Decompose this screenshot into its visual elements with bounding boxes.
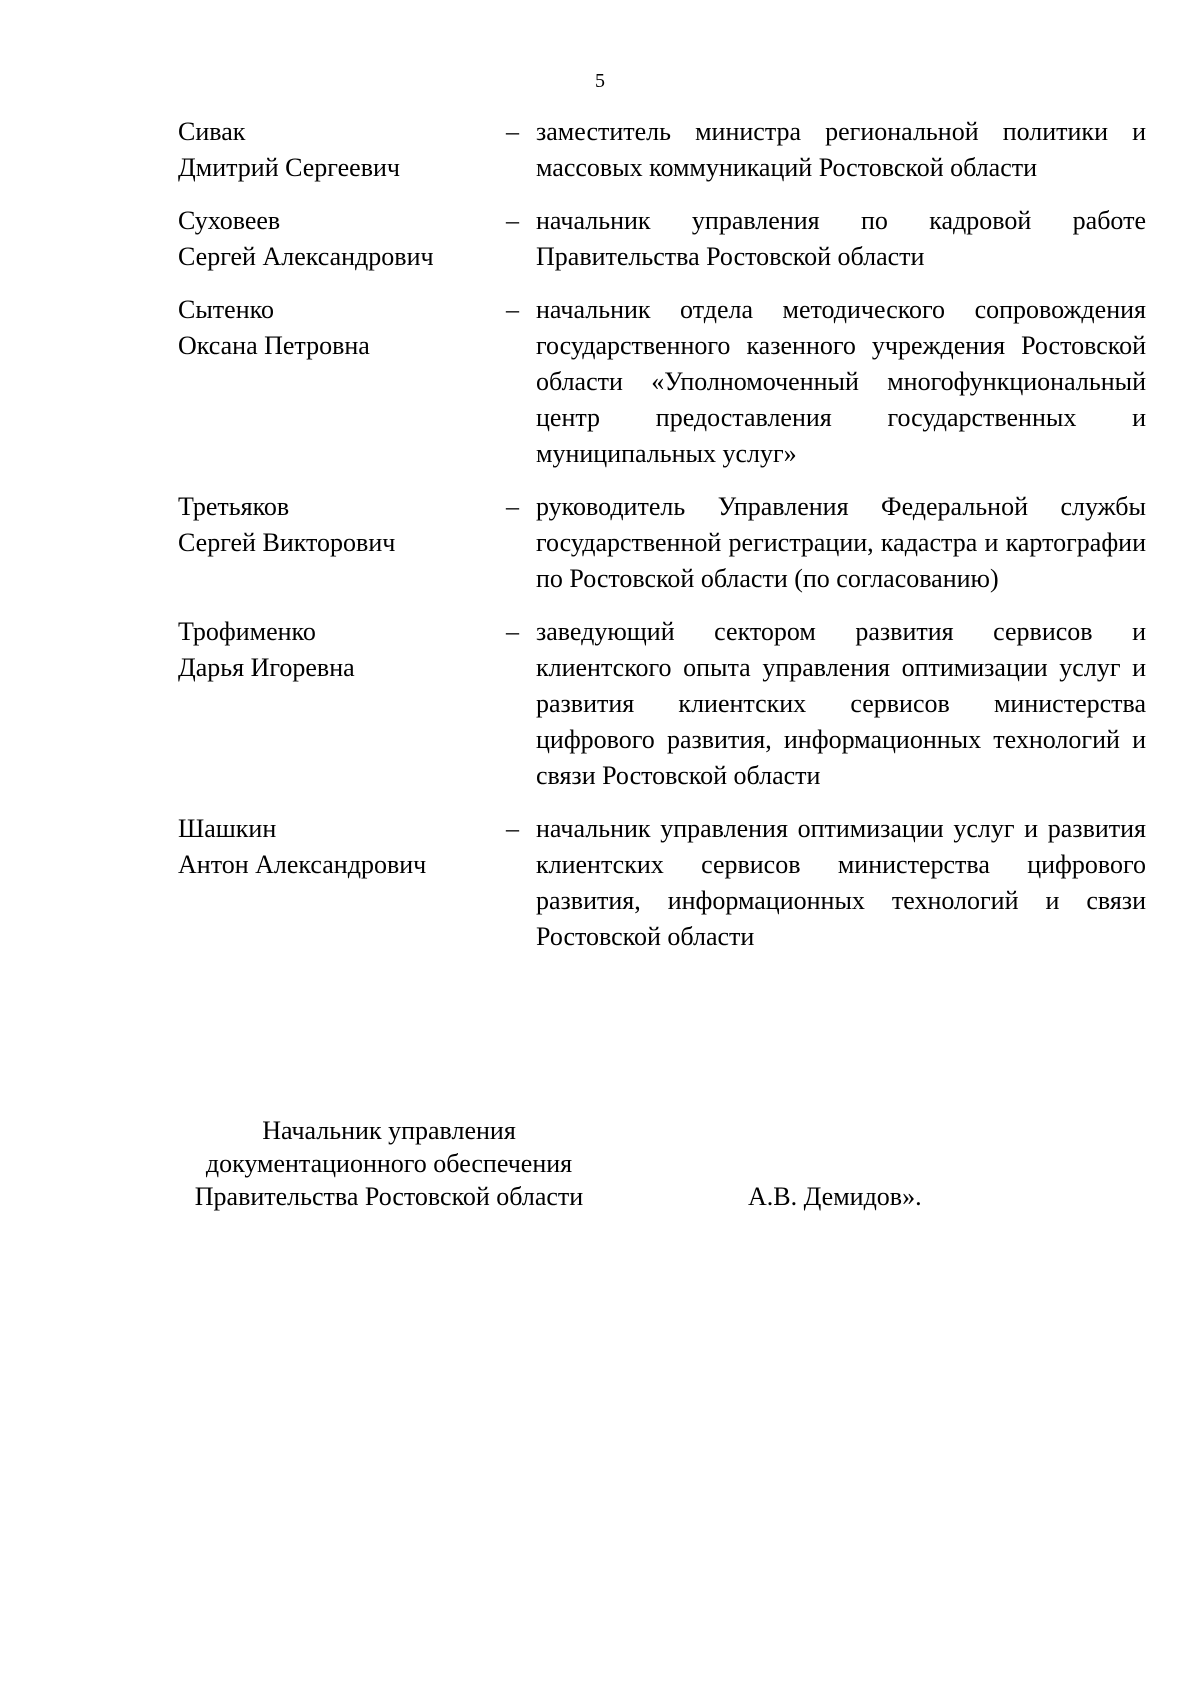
member-role: начальник отдела методического сопровождения государственного казенного учреждения Ростовской области «Уполномоченный многофункциональный центр предоставления государственных и муниципальных услуг»	[536, 295, 1146, 468]
member-entry	[178, 811, 1146, 955]
member-entry	[178, 203, 1146, 275]
member-role: заведующий сектором развития сервисов и клиентского опыта управления оптимизации услуг и развития клиентских сервисов министерства цифрового развития, информационных технологий и связи Ростовской области	[536, 617, 1146, 790]
member-role: начальник управления оптимизации услуг и развития клиентских сервисов министерства цифрового развития, информационных технологий и связи Ростовской области	[536, 814, 1146, 951]
member-role: заместитель министра региональной политики и массовых коммуникаций Ростовской области	[536, 117, 1146, 182]
member-surname: Трофименко	[178, 617, 316, 646]
member-entry	[178, 489, 1146, 597]
dash-separator: –	[506, 492, 519, 521]
member-given-name: Сергей Александрович	[178, 242, 434, 271]
dash-separator: –	[506, 117, 519, 146]
signatory-name: А.В. Демидов».	[748, 1182, 922, 1211]
member-surname: Суховеев	[178, 206, 281, 235]
signature-title-line: Правительства Ростовской области	[194, 1182, 584, 1211]
member-given-name: Антон Александрович	[178, 850, 427, 879]
member-name	[178, 114, 506, 186]
page-number: 5	[595, 70, 605, 92]
dash-separator: –	[506, 206, 519, 235]
signature-block	[170, 1114, 970, 1213]
dash-separator: –	[506, 295, 519, 324]
signature-title-line: Начальник управления	[262, 1116, 516, 1145]
member-name	[178, 811, 506, 955]
member-name	[178, 489, 506, 597]
member-surname: Сытенко	[178, 295, 274, 324]
member-given-name: Дмитрий Сергеевич	[178, 153, 400, 182]
member-given-name: Сергей Викторович	[178, 528, 396, 557]
member-name	[178, 614, 506, 794]
member-surname: Шашкин	[178, 814, 277, 843]
member-entry	[178, 614, 1146, 794]
member-entry	[178, 114, 1146, 186]
member-list	[178, 114, 1146, 972]
member-role: руководитель Управления Федеральной службы государственной регистрации, кадастра и картографии по Ростовской области (по согласованию)	[536, 492, 1146, 593]
member-surname: Третьяков	[178, 492, 290, 521]
member-role: начальник управления по кадровой работе Правительства Ростовской области	[536, 206, 1146, 271]
member-surname: Сивак	[178, 117, 246, 146]
signature-title-line: документационного обеспечения	[205, 1149, 573, 1178]
signature-title	[170, 1114, 608, 1213]
member-given-name: Дарья Игоревна	[178, 653, 355, 682]
dash-separator: –	[506, 617, 519, 646]
member-name	[178, 203, 506, 275]
member-given-name: Оксана Петровна	[178, 331, 370, 360]
dash-separator: –	[506, 814, 519, 843]
member-name	[178, 292, 506, 472]
member-entry	[178, 292, 1146, 472]
